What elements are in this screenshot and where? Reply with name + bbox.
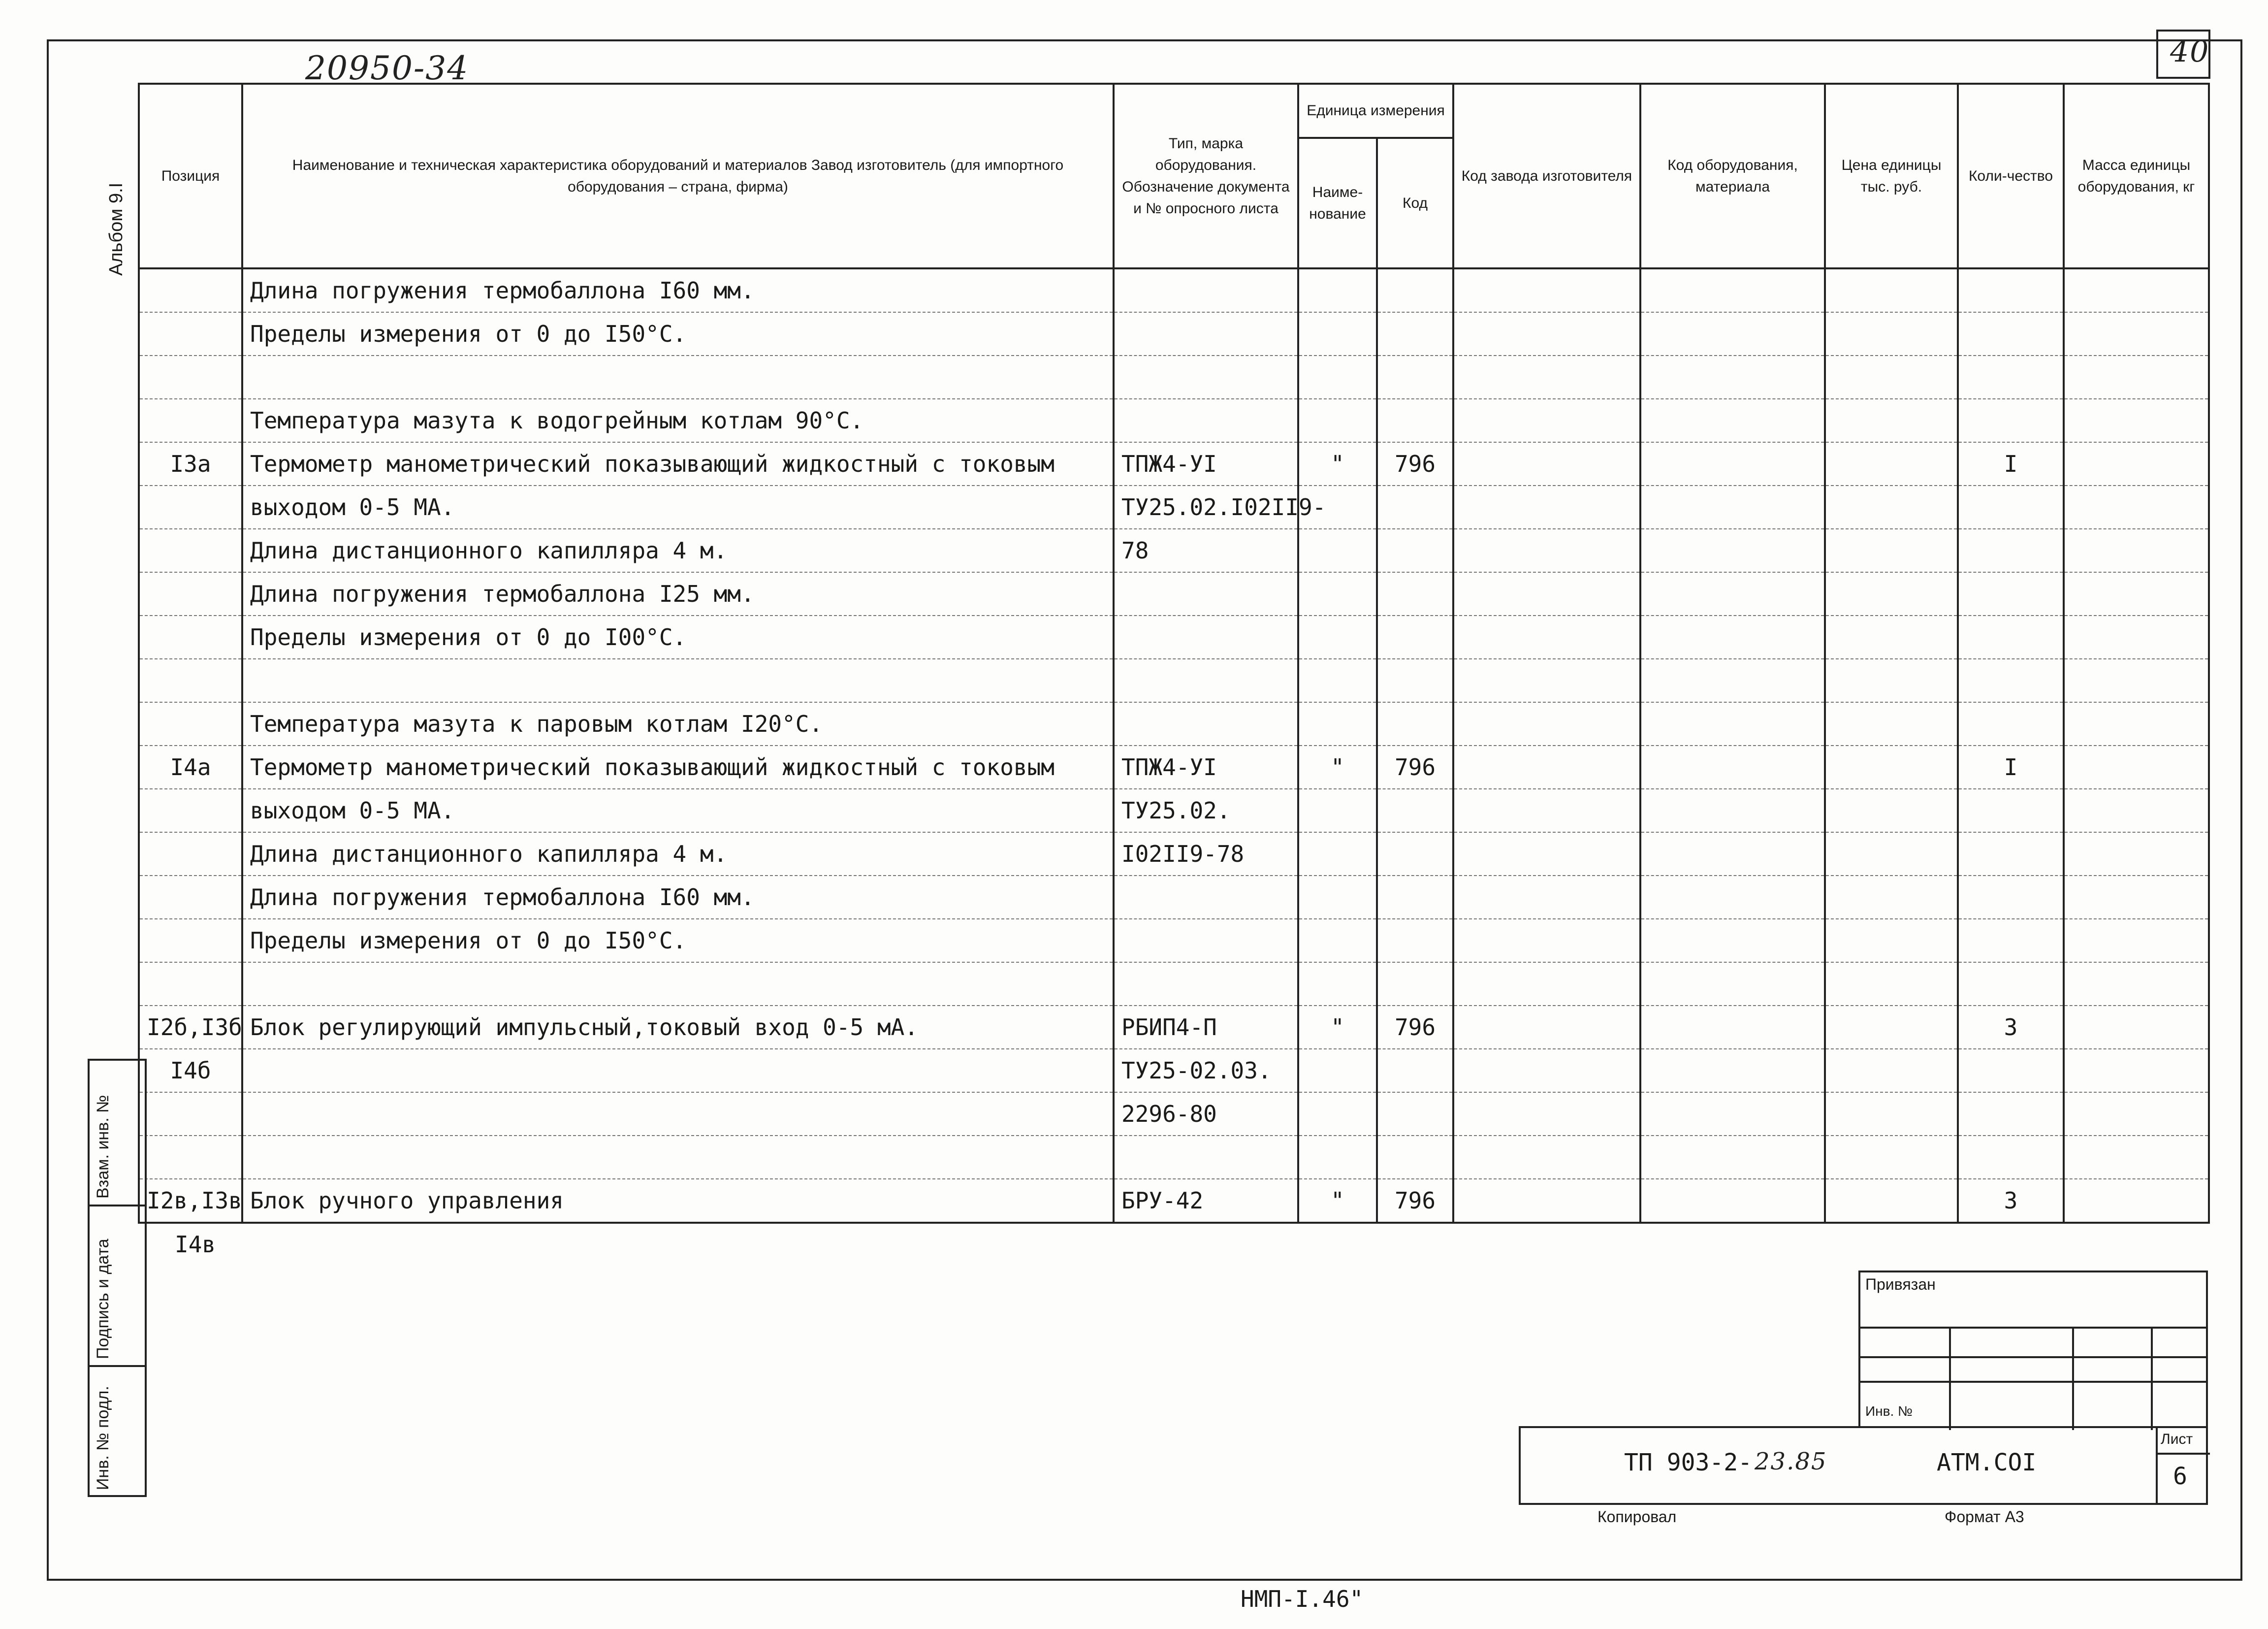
- header-equipment-code: Код оборудования, материала: [1640, 84, 1825, 268]
- cell-price: [1825, 876, 1958, 919]
- cell-unit-name: [1298, 312, 1377, 356]
- table-row: [139, 1092, 2209, 1136]
- cell-unit-name: [1298, 702, 1377, 746]
- sheet-label: Лист: [2161, 1431, 2193, 1447]
- cell-price: [1825, 529, 1958, 572]
- cell-name: выходом 0-5 МА.: [242, 486, 1114, 529]
- cell-mass: [2064, 356, 2209, 399]
- header-mass: Масса единицы оборудования, кг: [2064, 84, 2209, 268]
- cell-price: [1825, 399, 1958, 442]
- cell-equipment-code: [1640, 312, 1825, 356]
- table-row: [139, 399, 2209, 442]
- cell-price: [1825, 962, 1958, 1006]
- cell-position: [139, 529, 242, 572]
- cell-factory-code: [1453, 919, 1640, 962]
- cell-unit-code: [1377, 399, 1453, 442]
- cell-mass: [2064, 399, 2209, 442]
- table-row: [139, 876, 2209, 919]
- cell-quantity: I: [1958, 442, 2064, 486]
- table-row: [139, 356, 2209, 399]
- cell-unit-name: [1298, 1092, 1377, 1136]
- cell-price: [1825, 1006, 1958, 1049]
- cell-unit-name: ": [1298, 1006, 1377, 1049]
- cell-type: [1114, 268, 1298, 312]
- cell-unit-code: [1377, 1136, 1453, 1179]
- cell-quantity: [1958, 356, 2064, 399]
- cell-price: [1825, 312, 1958, 356]
- cell-unit-name: [1298, 962, 1377, 1006]
- cell-quantity: [1958, 486, 2064, 529]
- cell-type: ТПЖ4-УI: [1114, 442, 1298, 486]
- format-caption: Формат А3: [1945, 1508, 2024, 1526]
- cell-unit-code: [1377, 529, 1453, 572]
- cell-quantity: [1958, 1092, 2064, 1136]
- cell-name: Термометр манометрический показывающий жидкостный с токовым: [242, 442, 1114, 486]
- cell-factory-code: [1453, 268, 1640, 312]
- stamp-inv-original: [88, 1365, 147, 1497]
- cell-unit-name: ": [1298, 442, 1377, 486]
- header-position: Позиция: [139, 84, 242, 268]
- cell-quantity: 3: [1958, 1006, 2064, 1049]
- cell-type: БРУ-42: [1114, 1179, 1298, 1223]
- cell-name: Пределы измерения от 0 до I50°C.: [242, 919, 1114, 962]
- cell-equipment-code: [1640, 1179, 1825, 1223]
- inv-label: Инв. №: [1865, 1403, 1913, 1419]
- cell-type: [1114, 399, 1298, 442]
- handwritten-page-number: 40: [2170, 34, 2210, 69]
- cell-position: [139, 702, 242, 746]
- cell-equipment-code: [1640, 962, 1825, 1006]
- copied-caption: Копировал: [1597, 1508, 1677, 1526]
- cell-unit-code: [1377, 876, 1453, 919]
- table-row: [139, 1006, 2209, 1049]
- cell-mass: [2064, 1092, 2209, 1136]
- cell-mass: [2064, 616, 2209, 659]
- cell-position: [139, 962, 242, 1006]
- cell-equipment-code: [1640, 356, 1825, 399]
- cell-mass: [2064, 486, 2209, 529]
- cell-quantity: I: [1958, 746, 2064, 789]
- table-row: [139, 1136, 2209, 1179]
- cell-unit-name: [1298, 919, 1377, 962]
- cell-type: [1114, 919, 1298, 962]
- cell-equipment-code: [1640, 702, 1825, 746]
- cell-unit-code: 796: [1377, 442, 1453, 486]
- cell-mass: [2064, 1049, 2209, 1092]
- header-unit-group: Единица измерения: [1298, 84, 1453, 138]
- cell-factory-code: [1453, 442, 1640, 486]
- cell-quantity: [1958, 572, 2064, 616]
- cell-unit-code: 796: [1377, 1179, 1453, 1223]
- cell-equipment-code: [1640, 1049, 1825, 1092]
- stamp-label: Взам. инв. №: [94, 1095, 112, 1199]
- stamp-signature-date: [88, 1205, 147, 1367]
- cell-unit-code: [1377, 486, 1453, 529]
- cell-quantity: [1958, 399, 2064, 442]
- cell-position: I2в,I3в: [139, 1179, 242, 1223]
- cell-quantity: [1958, 529, 2064, 572]
- cell-price: [1825, 746, 1958, 789]
- cell-quantity: [1958, 659, 2064, 702]
- cell-unit-name: [1298, 529, 1377, 572]
- doc-code-handwritten: 23.85: [1755, 1448, 1827, 1475]
- cell-mass: [2064, 529, 2209, 572]
- cell-factory-code: [1453, 789, 1640, 832]
- cell-quantity: [1958, 312, 2064, 356]
- table-row: [139, 919, 2209, 962]
- cell-position: [139, 789, 242, 832]
- cell-mass: [2064, 746, 2209, 789]
- cell-mass: [2064, 312, 2209, 356]
- cell-price: [1825, 702, 1958, 746]
- table-row: [139, 659, 2209, 702]
- title-block-main: [1519, 1426, 2208, 1505]
- cell-unit-name: ": [1298, 1179, 1377, 1223]
- table-row: [139, 962, 2209, 1006]
- cell-position: [139, 1136, 242, 1179]
- cell-unit-name: [1298, 876, 1377, 919]
- cell-name: Пределы измерения от 0 до I50°C.: [242, 312, 1114, 356]
- cell-unit-name: [1298, 659, 1377, 702]
- doc-code: ТП 903-2-: [1624, 1449, 1753, 1476]
- cell-type: ТУ25.02.: [1114, 789, 1298, 832]
- cell-factory-code: [1453, 746, 1640, 789]
- cell-position: [139, 832, 242, 876]
- table-row: [139, 486, 2209, 529]
- cell-factory-code: [1453, 659, 1640, 702]
- cell-mass: [2064, 876, 2209, 919]
- cell-price: [1825, 1092, 1958, 1136]
- cell-name: [242, 659, 1114, 702]
- cell-unit-code: [1377, 572, 1453, 616]
- header-factory-code: Код завода изготовителя: [1453, 84, 1640, 268]
- cell-name: выходом 0-5 МА.: [242, 789, 1114, 832]
- header-unit-code: Код: [1377, 138, 1453, 268]
- cell-type: [1114, 356, 1298, 399]
- cell-mass: [2064, 268, 2209, 312]
- cell-unit-name: [1298, 789, 1377, 832]
- cell-mass: [2064, 702, 2209, 746]
- bottom-stamp: НМП-I.46": [1241, 1586, 1364, 1612]
- title-block-attached: [1858, 1271, 2208, 1428]
- table-row: [139, 789, 2209, 832]
- cell-mass: [2064, 659, 2209, 702]
- cell-equipment-code: [1640, 789, 1825, 832]
- cell-equipment-code: [1640, 268, 1825, 312]
- cell-position: I4а: [139, 746, 242, 789]
- cell-quantity: [1958, 1136, 2064, 1179]
- cell-factory-code: [1453, 1136, 1640, 1179]
- cell-unit-code: [1377, 832, 1453, 876]
- cell-factory-code: [1453, 399, 1640, 442]
- cell-factory-code: [1453, 1179, 1640, 1223]
- sheet-number: 6: [2173, 1463, 2187, 1490]
- cell-factory-code: [1453, 572, 1640, 616]
- cell-equipment-code: [1640, 746, 1825, 789]
- cell-factory-code: [1453, 312, 1640, 356]
- cell-price: [1825, 486, 1958, 529]
- cell-price: [1825, 442, 1958, 486]
- cell-type: I02II9-78: [1114, 832, 1298, 876]
- stamp-label: Инв. № подл.: [94, 1386, 112, 1490]
- cell-position: [139, 659, 242, 702]
- cell-factory-code: [1453, 356, 1640, 399]
- header-price: Цена единицы тыс. руб.: [1825, 84, 1958, 268]
- cell-factory-code: [1453, 702, 1640, 746]
- cell-name: [242, 962, 1114, 1006]
- cell-name: Термометр манометрический показывающий жидкостный с токовым: [242, 746, 1114, 789]
- cell-factory-code: [1453, 876, 1640, 919]
- cell-name: Длина дистанционного капилляра 4 м.: [242, 529, 1114, 572]
- cell-equipment-code: [1640, 442, 1825, 486]
- cell-type: ТУ25.02.I02II9-: [1114, 486, 1298, 529]
- cell-type: [1114, 1136, 1298, 1179]
- cell-position: [139, 616, 242, 659]
- cell-unit-name: [1298, 399, 1377, 442]
- cell-price: [1825, 572, 1958, 616]
- cell-quantity: [1958, 616, 2064, 659]
- cell-factory-code: [1453, 1006, 1640, 1049]
- cell-factory-code: [1453, 1092, 1640, 1136]
- cell-name: Блок регулирующий импульсный,токовый вход 0-5 мА.: [242, 1006, 1114, 1049]
- cell-equipment-code: [1640, 572, 1825, 616]
- cell-quantity: [1958, 962, 2064, 1006]
- cell-factory-code: [1453, 486, 1640, 529]
- table-row: [139, 832, 2209, 876]
- cell-position: [139, 876, 242, 919]
- cell-position: [139, 312, 242, 356]
- cell-unit-name: [1298, 1136, 1377, 1179]
- cell-name: Длина погружения термобаллона I60 мм.: [242, 268, 1114, 312]
- cell-price: [1825, 616, 1958, 659]
- cell-unit-code: 796: [1377, 1006, 1453, 1049]
- cell-equipment-code: [1640, 529, 1825, 572]
- cell-position: [139, 486, 242, 529]
- cell-name: [242, 1092, 1114, 1136]
- cell-equipment-code: [1640, 1006, 1825, 1049]
- header-name: Наименование и техническая характеристика оборудований и материалов Завод изготовитель (для импортного оборудования – страна, фирма): [242, 84, 1114, 268]
- table-row: [139, 702, 2209, 746]
- cell-unit-name: [1298, 832, 1377, 876]
- cell-type: [1114, 312, 1298, 356]
- cell-type: РБИП4-П: [1114, 1006, 1298, 1049]
- specification-table: [138, 83, 2210, 1224]
- cell-type: 78: [1114, 529, 1298, 572]
- cell-position: I2б,I3б: [139, 1006, 242, 1049]
- cell-mass: [2064, 442, 2209, 486]
- cell-position: [139, 268, 242, 312]
- cell-unit-code: [1377, 268, 1453, 312]
- cell-price: [1825, 832, 1958, 876]
- cell-equipment-code: [1640, 399, 1825, 442]
- header-unit-name: Наиме-нование: [1298, 138, 1377, 268]
- cell-mass: [2064, 962, 2209, 1006]
- cell-position: [139, 919, 242, 962]
- cell-price: [1825, 1136, 1958, 1179]
- cell-price: [1825, 268, 1958, 312]
- cell-mass: [2064, 572, 2209, 616]
- cell-unit-code: [1377, 1092, 1453, 1136]
- attached-label: Привязан: [1865, 1275, 1936, 1293]
- table-row: [139, 312, 2209, 356]
- cell-type: 2296-80: [1114, 1092, 1298, 1136]
- cell-unit-code: 796: [1377, 746, 1453, 789]
- trailing-position: I4в: [175, 1231, 216, 1258]
- cell-mass: [2064, 1179, 2209, 1223]
- cell-unit-name: [1298, 572, 1377, 616]
- cell-name: [242, 1049, 1114, 1092]
- cell-type: [1114, 962, 1298, 1006]
- cell-price: [1825, 356, 1958, 399]
- cell-equipment-code: [1640, 1092, 1825, 1136]
- table-row: [139, 616, 2209, 659]
- cell-factory-code: [1453, 1049, 1640, 1092]
- cell-name: Пределы измерения от 0 до I00°C.: [242, 616, 1114, 659]
- table-row: [139, 1049, 2209, 1092]
- cell-factory-code: [1453, 962, 1640, 1006]
- cell-unit-code: [1377, 702, 1453, 746]
- cell-name: Длина дистанционного капилляра 4 м.: [242, 832, 1114, 876]
- table-row: [139, 746, 2209, 789]
- header-quantity: Коли-чество: [1958, 84, 2064, 268]
- cell-factory-code: [1453, 529, 1640, 572]
- table-row: [139, 1179, 2209, 1223]
- cell-unit-code: [1377, 789, 1453, 832]
- table-row: [139, 268, 2209, 312]
- cell-mass: [2064, 789, 2209, 832]
- cell-equipment-code: [1640, 486, 1825, 529]
- cell-name: Температура мазута к водогрейным котлам 90°C.: [242, 399, 1114, 442]
- table-row: [139, 442, 2209, 486]
- cell-name: Длина погружения термобаллона I25 мм.: [242, 572, 1114, 616]
- table-row: [139, 572, 2209, 616]
- cell-equipment-code: [1640, 1136, 1825, 1179]
- cell-unit-code: [1377, 962, 1453, 1006]
- cell-quantity: [1958, 832, 2064, 876]
- cell-price: [1825, 659, 1958, 702]
- cell-unit-code: [1377, 616, 1453, 659]
- cell-position: [139, 572, 242, 616]
- cell-name: Длина погружения термобаллона I60 мм.: [242, 876, 1114, 919]
- header-type: Тип, марка оборудования. Обозначение документа и № опросного листа: [1114, 84, 1298, 268]
- cell-equipment-code: [1640, 876, 1825, 919]
- cell-name: Блок ручного управления: [242, 1179, 1114, 1223]
- cell-price: [1825, 1179, 1958, 1223]
- cell-mass: [2064, 832, 2209, 876]
- cell-equipment-code: [1640, 832, 1825, 876]
- cell-position: I4б: [139, 1049, 242, 1092]
- cell-unit-name: [1298, 356, 1377, 399]
- cell-unit-name: [1298, 616, 1377, 659]
- cell-unit-code: [1377, 919, 1453, 962]
- cell-quantity: [1958, 919, 2064, 962]
- cell-mass: [2064, 1136, 2209, 1179]
- cell-mass: [2064, 1006, 2209, 1049]
- table-body: [139, 268, 2209, 1223]
- cell-type: ТПЖ4-УI: [1114, 746, 1298, 789]
- cell-equipment-code: [1640, 919, 1825, 962]
- cell-position: [139, 356, 242, 399]
- cell-quantity: 3: [1958, 1179, 2064, 1223]
- cell-price: [1825, 789, 1958, 832]
- cell-name: [242, 356, 1114, 399]
- cell-unit-code: [1377, 1049, 1453, 1092]
- cell-position: [139, 399, 242, 442]
- cell-factory-code: [1453, 832, 1640, 876]
- cell-type: [1114, 572, 1298, 616]
- cell-unit-name: [1298, 1049, 1377, 1092]
- cell-position: [139, 1092, 242, 1136]
- cell-name: Температура мазута к паровым котлам I20°C.: [242, 702, 1114, 746]
- cell-name: [242, 1136, 1114, 1179]
- stamp-label: Подпись и дата: [94, 1238, 112, 1359]
- cell-quantity: [1958, 702, 2064, 746]
- stamp-replace-inv: [88, 1059, 147, 1206]
- cell-equipment-code: [1640, 616, 1825, 659]
- cell-type: [1114, 876, 1298, 919]
- cell-unit-code: [1377, 312, 1453, 356]
- cell-equipment-code: [1640, 659, 1825, 702]
- album-label: Альбом 9.I: [106, 182, 127, 276]
- cell-factory-code: [1453, 616, 1640, 659]
- cell-quantity: [1958, 1049, 2064, 1092]
- cell-unit-code: [1377, 356, 1453, 399]
- cell-unit-name: ": [1298, 746, 1377, 789]
- cell-quantity: [1958, 268, 2064, 312]
- cell-unit-code: [1377, 659, 1453, 702]
- cell-type: ТУ25-02.03.: [1114, 1049, 1298, 1092]
- sheet-code: АТМ.СОI: [1937, 1449, 2037, 1476]
- handwritten-doc-number: 20950-34: [305, 49, 469, 87]
- cell-quantity: [1958, 789, 2064, 832]
- cell-price: [1825, 1049, 1958, 1092]
- cell-mass: [2064, 919, 2209, 962]
- cell-type: [1114, 616, 1298, 659]
- table-row: [139, 529, 2209, 572]
- cell-unit-name: [1298, 268, 1377, 312]
- cell-type: [1114, 702, 1298, 746]
- cell-price: [1825, 919, 1958, 962]
- cell-type: [1114, 659, 1298, 702]
- cell-position: I3а: [139, 442, 242, 486]
- cell-quantity: [1958, 876, 2064, 919]
